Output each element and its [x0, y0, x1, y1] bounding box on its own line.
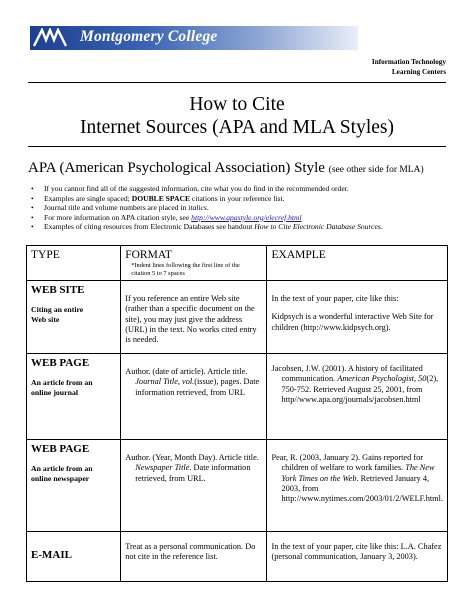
- example-part: . Retrieved January 4, 2003, from http://www.nytimes.com/2003/01/2/WELF.html.: [281, 473, 443, 504]
- example-cell: [267, 354, 448, 440]
- header-example: EXAMPLE: [271, 249, 326, 261]
- header-type-cell: [27, 246, 121, 281]
- org-block: [372, 57, 446, 77]
- top-divider: [28, 82, 446, 83]
- subtype-line: Web site: [31, 315, 60, 324]
- example-part: (2), 750-752. Retrieved August 25, 2001, from http//www.apa.org/journals/jacobsen.html: [281, 374, 439, 404]
- row-example: In the text of your paper, cite like this: L.A. Chafez (personal communication, January 3, 2003).: [271, 542, 442, 562]
- row-subtype: [31, 464, 116, 484]
- section-heading-text: APA (American Psychological Association) Style: [28, 160, 325, 176]
- org-line-2: Learning Centers: [391, 68, 446, 76]
- bullet-text: For more information on APA citation style, see: [44, 212, 192, 222]
- format-part: Author. (Year, Month Day). Article title.: [125, 453, 259, 462]
- format-part: Author. (date of article). Article title.: [125, 367, 248, 376]
- college-logo-icon: [32, 28, 68, 48]
- example-part-italic: American Psychologist, 50: [337, 374, 427, 384]
- section-heading: [28, 160, 424, 177]
- list-item: [30, 203, 450, 213]
- format-cell: [121, 532, 267, 582]
- subtype-line: An article from an: [31, 378, 93, 387]
- example-part-italic: The New York Times on the Web: [281, 463, 435, 483]
- header-format-note-1: *Indent lines following the first line of the: [131, 262, 240, 269]
- type-cell: [27, 354, 121, 440]
- title-line-1: How to Cite: [189, 94, 285, 115]
- apa-style-link[interactable]: http://www.apastyle.org/elecref.html: [191, 212, 302, 222]
- title-line-2: Internet Sources (APA and MLA Styles): [80, 117, 394, 138]
- college-name: Montgomery College: [80, 28, 218, 45]
- example-cell: [267, 281, 448, 354]
- row-example: [271, 453, 443, 504]
- college-banner: [30, 26, 358, 50]
- bullet-text: .: [380, 222, 383, 232]
- row-format: [125, 367, 262, 398]
- title-divider: [28, 146, 446, 147]
- table-row: [27, 281, 448, 354]
- bullet-text: .: [206, 203, 209, 213]
- bullet-text: Examples are single spaced;: [44, 193, 132, 203]
- row-type: WEB SITE: [31, 284, 85, 296]
- header-format-cell: [121, 246, 267, 281]
- row-example: [271, 364, 443, 405]
- type-cell: [27, 532, 121, 582]
- subtype-line: Citing an entire: [31, 305, 84, 314]
- row-type: WEB PAGE: [31, 443, 90, 455]
- subtype-line: online journal: [31, 388, 79, 397]
- example-part: Pear, R. (2003, January 2). Gains reported for children of welfare to work families.: [271, 453, 423, 473]
- list-item: [30, 213, 450, 223]
- row-format: [125, 453, 262, 484]
- format-part: . Date information retrieved, from URL.: [135, 463, 251, 483]
- type-cell: [27, 281, 121, 354]
- row-example-intro: In the text of your paper, cite like this:: [271, 294, 399, 303]
- list-item: [30, 184, 450, 194]
- bullet-text: citations in your reference list.: [190, 193, 285, 203]
- row-subtype: [31, 378, 116, 398]
- row-example: Kidpsych is a wonderful interactive Web Site for children (http://www.kidpsych.org).: [271, 312, 434, 332]
- row-format: If you reference an entire Web site (rather than a specific document on the site), you may just give the address (URL) in the text. No works cited entry is needed.: [125, 294, 257, 345]
- bullet-italic: How to Cite Electronic Database Sources: [254, 222, 381, 232]
- table-row: [27, 532, 448, 582]
- type-cell: [27, 440, 121, 532]
- table-row: [27, 440, 448, 532]
- header-format-note-2: citation 5 to 7 spaces: [131, 269, 185, 277]
- header-example-cell: [267, 246, 448, 281]
- guideline-list: [30, 184, 450, 232]
- list-item: [30, 194, 450, 204]
- list-item: [30, 222, 450, 232]
- format-part-italic: Journal Title, vol.: [135, 377, 195, 387]
- bullet-text: Examples of citing resources from Electronic Databases see handout: [44, 222, 255, 232]
- row-type: E-MAIL: [31, 549, 72, 561]
- subtype-line: An article from an: [31, 464, 93, 473]
- format-cell: [121, 440, 267, 532]
- bullet-bold: DOUBLE SPACE: [131, 193, 191, 203]
- row-type: WEB PAGE: [31, 357, 90, 369]
- bullet-text: Journal title and volume numbers are placed in: [44, 203, 189, 213]
- bullet-italic: italics: [188, 203, 207, 213]
- section-heading-note: (see other side for MLA): [328, 165, 424, 175]
- subtype-line: online newspaper: [31, 474, 90, 483]
- format-part: (issue), pages. Date information retrieved, from URL: [135, 377, 260, 397]
- format-part-italic: Newspaper Title: [135, 463, 190, 473]
- table-row: [27, 354, 448, 440]
- table-header-row: [27, 246, 448, 281]
- header-format: FORMAT: [125, 249, 172, 261]
- example-cell: [267, 440, 448, 532]
- format-cell: [121, 281, 267, 354]
- example-part: Jacobsen, J.W. (2001). A history of facilitated communication.: [271, 364, 423, 384]
- header-type: TYPE: [31, 249, 60, 261]
- org-line-1: Information Technology: [371, 58, 446, 66]
- citation-table: [26, 245, 448, 582]
- row-format: Treat as a personal communication. Do not cite in the reference list.: [125, 542, 256, 562]
- format-cell: [121, 354, 267, 440]
- page-title: [0, 93, 474, 139]
- bullet-text: If you cannot find all of the suggested information, cite what you do find in the recommended order.: [44, 184, 349, 193]
- row-subtype: [31, 305, 116, 325]
- example-cell: [267, 532, 448, 582]
